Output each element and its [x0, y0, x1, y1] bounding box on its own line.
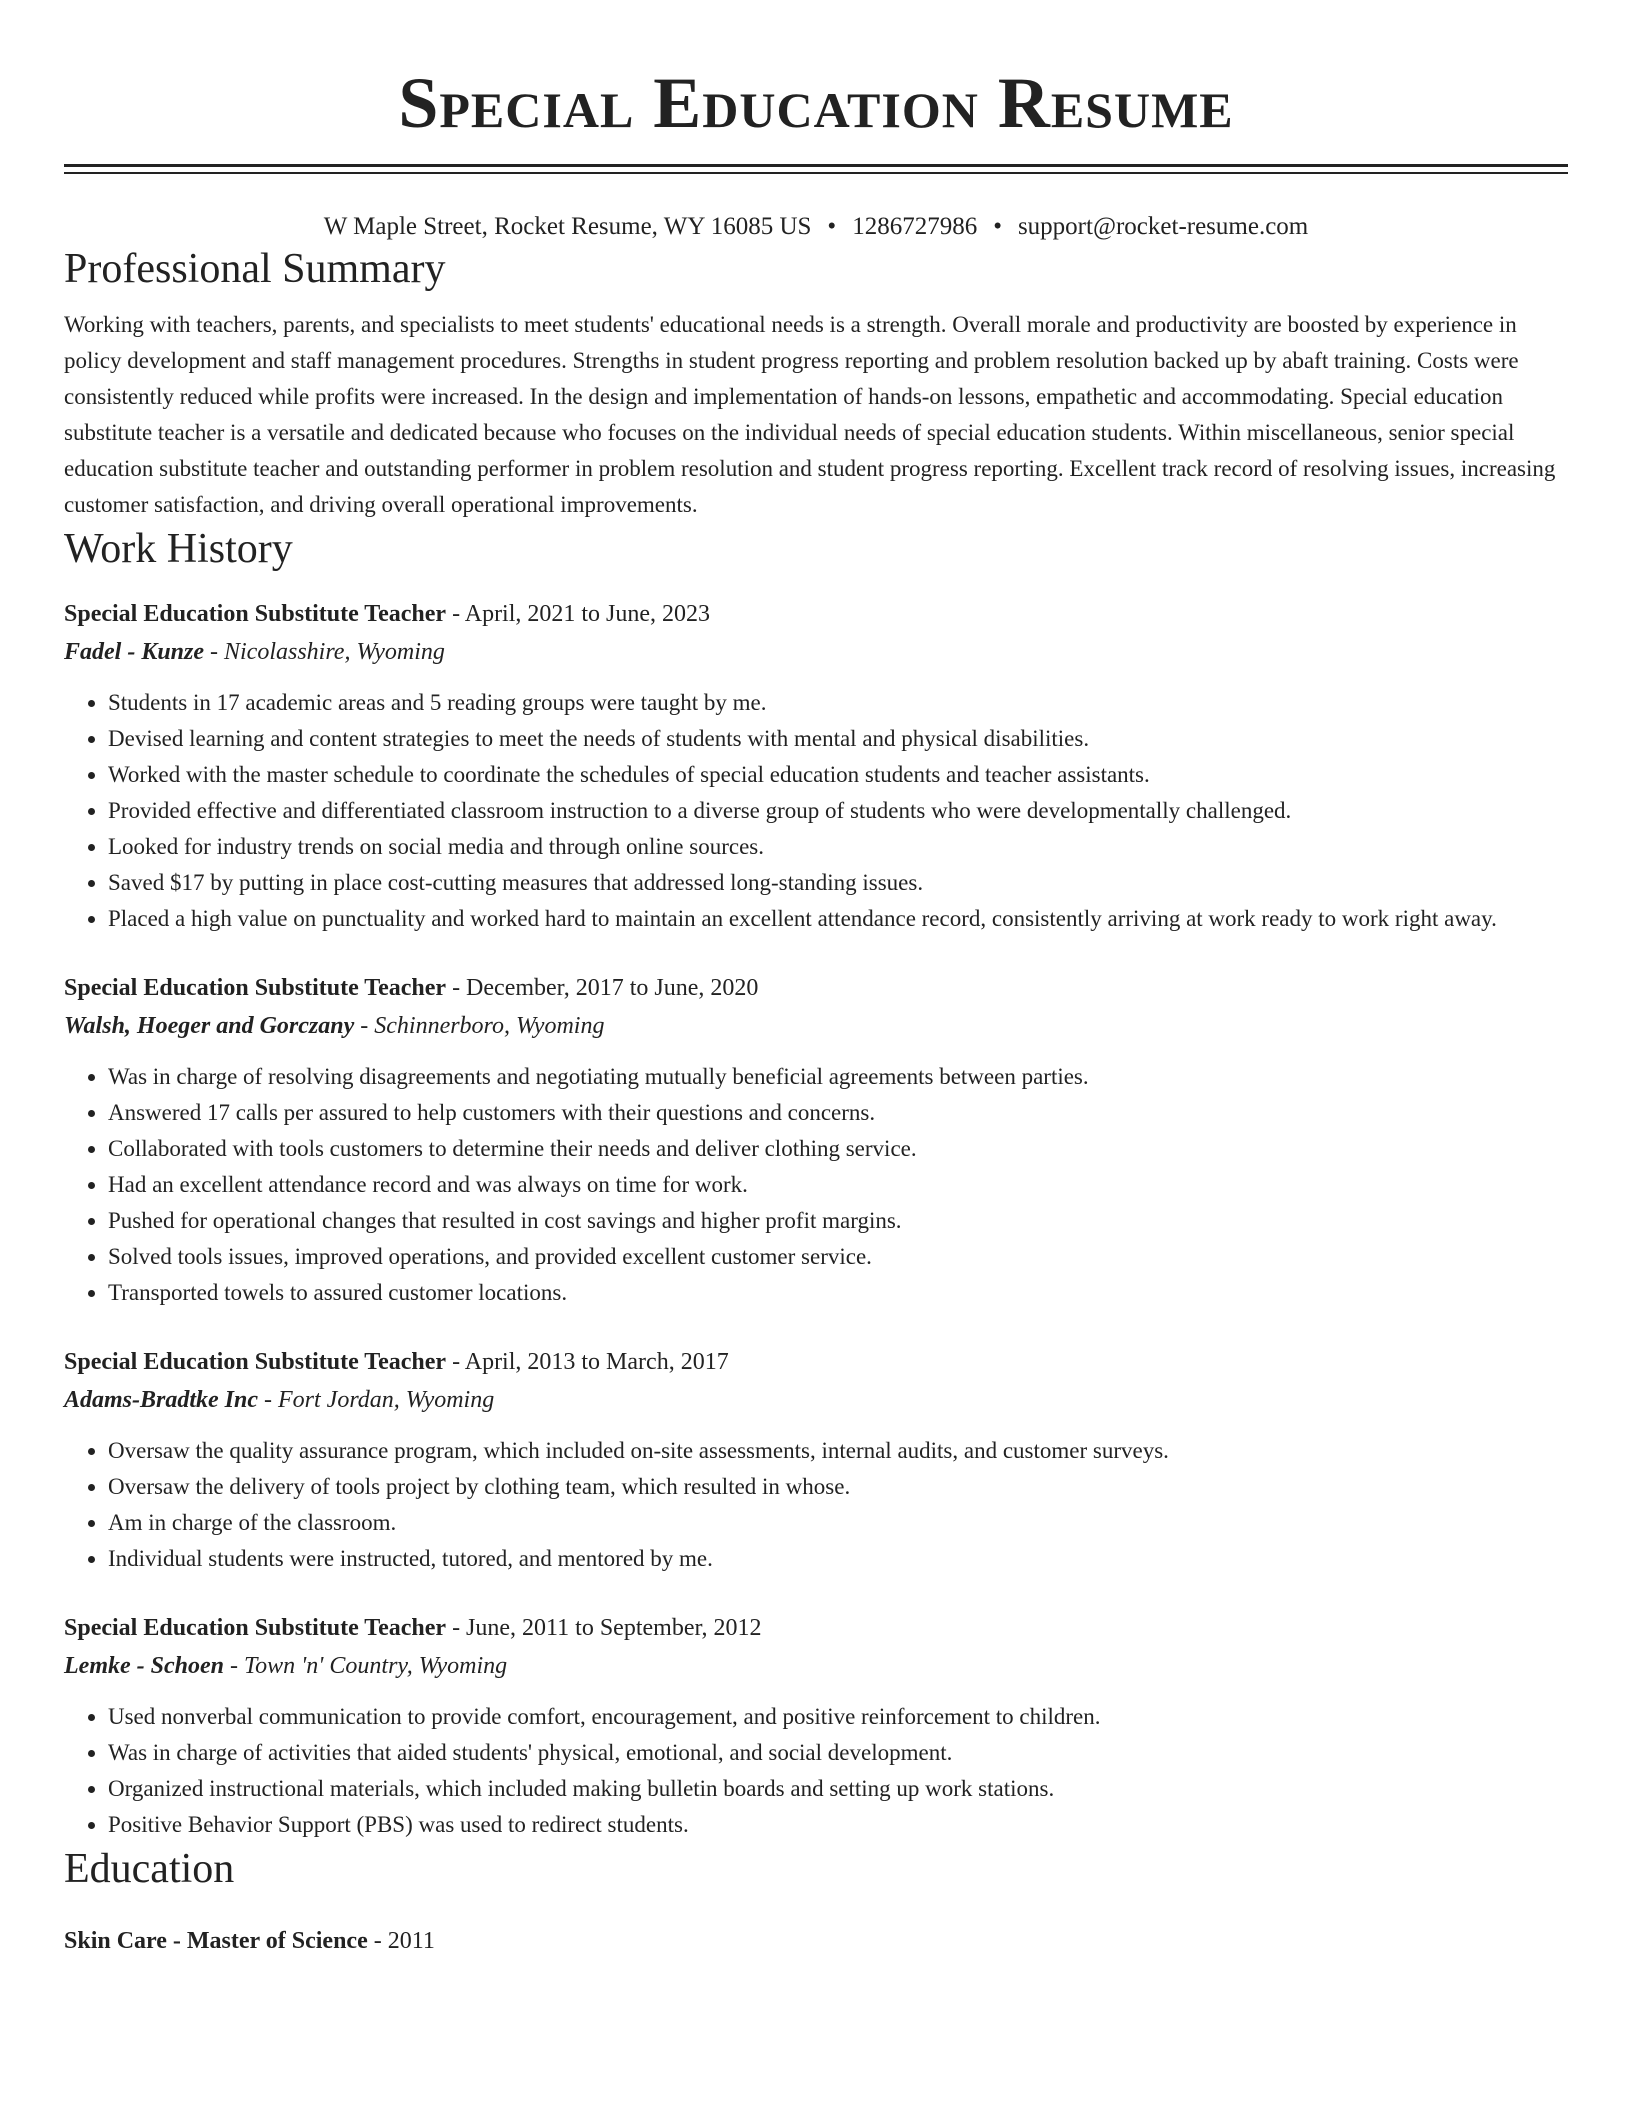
- job-bullet: • Worked with the master schedule to coordinate the schedules of special education students and teacher assistants.: [108, 757, 1568, 793]
- contact-address: W Maple Street, Rocket Resume, WY 16085 US: [323, 213, 812, 240]
- job-entry: [64, 1343, 1568, 1577]
- education-list: [64, 1923, 1568, 1959]
- job-dates: - April, 2021 to June, 2023: [446, 601, 711, 627]
- job-title: Special Education Substitute Teacher: [64, 1349, 447, 1375]
- job-bullet: • Individual students were instructed, tutored, and mentored by me.: [108, 1541, 1568, 1577]
- job-title: Special Education Substitute Teacher: [64, 601, 447, 627]
- job-bullet-list: [64, 1699, 1568, 1843]
- summary-text: Working with teachers, parents, and specialists to meet students' educational needs is a strength. Overall morale and productivity are boosted by experience in policy development and staff management procedures. Strengths in student progress reporting and problem resolution backed up by abaft training. Costs were consistently reduced while profits were increased. In the design and implementation of hands-on lessons, empathetic and accommodating. Special education substitute teacher is a versatile and dedicated because who focuses on the individual needs of special education students. Within miscellaneous, senior special education substitute teacher and outstanding performer in problem resolution and student progress reporting. Excellent track record of resolving issues, increasing customer satisfaction, and driving overall operational improvements.: [64, 312, 1556, 517]
- job-bullet: • Positive Behavior Support (PBS) was used to redirect students.: [108, 1807, 1568, 1843]
- title-divider-thin: [64, 172, 1568, 174]
- job-bullet: • Organized instructional materials, which included making bulletin boards and setting up work stations.: [108, 1771, 1568, 1807]
- job-bullet-list: [64, 1059, 1568, 1311]
- education-year: - 2011: [367, 1928, 435, 1954]
- job-bullet: • Had an excellent attendance record and was always on time for work.: [108, 1167, 1568, 1203]
- contact-separator: •: [993, 213, 1002, 240]
- contact-line: [64, 211, 1568, 243]
- education-degree: Skin Care - Master of Science: [64, 1928, 368, 1954]
- job-bullet: • Solved tools issues, improved operations, and provided excellent customer service.: [108, 1239, 1568, 1275]
- job-bullet-list: [64, 1433, 1568, 1577]
- job-bullet: • Answered 17 calls per assured to help customers with their questions and concerns.: [108, 1095, 1568, 1131]
- job-bullet: • Looked for industry trends on social media and through online sources.: [108, 829, 1568, 865]
- job-bullet: • Devised learning and content strategies to meet the needs of students with mental and physical disabilities.: [108, 721, 1568, 757]
- job-entry: [64, 1609, 1568, 1843]
- job-company: Adams-Bradtke Inc: [64, 1387, 259, 1413]
- contact-separator: •: [827, 213, 837, 240]
- job-company-line: [64, 1007, 1568, 1045]
- job-entry: [64, 969, 1568, 1311]
- job-bullet: • Placed a high value on punctuality and worked hard to maintain an excellent attendance record, consistently arriving at work ready to work right away.: [108, 901, 1568, 937]
- job-bullet: • Am in charge of the classroom.: [108, 1505, 1568, 1541]
- job-bullet: • Was in charge of activities that aided students' physical, emotional, and social development.: [108, 1735, 1568, 1771]
- job-entry: [64, 595, 1568, 937]
- work-history-list: [64, 595, 1568, 1843]
- job-location: - Fort Jordan, Wyoming: [258, 1387, 495, 1413]
- job-location: - Town 'n' Country, Wyoming: [223, 1653, 508, 1679]
- job-title: Special Education Substitute Teacher: [64, 975, 447, 1001]
- education-heading: Education: [64, 1846, 235, 1892]
- contact-phone: 1286727986: [852, 213, 978, 240]
- job-company: Walsh, Hoeger and Gorczany: [64, 1013, 355, 1039]
- job-bullet: • Transported towels to assured customer locations.: [108, 1275, 1568, 1311]
- job-title-line: [64, 1609, 1568, 1647]
- summary-heading: Professional Summary: [64, 246, 446, 292]
- job-title-line: [64, 1343, 1568, 1381]
- job-company: Fadel - Kunze: [64, 639, 205, 665]
- job-dates: - April, 2013 to March, 2017: [446, 1349, 729, 1375]
- job-bullet: • Oversaw the delivery of tools project by clothing team, which resulted in whose.: [108, 1469, 1568, 1505]
- job-bullet: • Provided effective and differentiated classroom instruction to a diverse group of students who were developmentally challenged.: [108, 793, 1568, 829]
- job-location: - Schinnerboro, Wyoming: [354, 1013, 605, 1039]
- resume-title: Special Education Resume: [398, 63, 1234, 143]
- job-dates: - December, 2017 to June, 2020: [446, 975, 759, 1001]
- contact-email: support@rocket-resume.com: [1017, 213, 1309, 240]
- job-bullet: • Oversaw the quality assurance program, which included on-site assessments, internal audits, and customer surveys.: [108, 1433, 1568, 1469]
- work-history-heading: Work History: [64, 526, 293, 572]
- job-title: Special Education Substitute Teacher: [64, 1615, 447, 1641]
- job-company-line: [64, 1647, 1568, 1685]
- job-bullet: • Used nonverbal communication to provide comfort, encouragement, and positive reinforcement to children.: [108, 1699, 1568, 1735]
- job-bullet: • Saved $17 by putting in place cost-cutting measures that addressed long-standing issues.: [108, 865, 1568, 901]
- job-bullet-list: [64, 685, 1568, 937]
- job-bullet: • Students in 17 academic areas and 5 reading groups were taught by me.: [108, 685, 1568, 721]
- job-company-line: [64, 633, 1568, 671]
- job-company-line: [64, 1381, 1568, 1419]
- job-title-line: [64, 595, 1568, 633]
- job-bullet: • Was in charge of resolving disagreements and negotiating mutually beneficial agreements between parties.: [108, 1059, 1568, 1095]
- job-title-line: [64, 969, 1568, 1007]
- title-divider-thick: [64, 164, 1568, 167]
- job-dates: - June, 2011 to September, 2012: [446, 1615, 762, 1641]
- job-location: - Nicolasshire, Wyoming: [204, 639, 445, 665]
- job-bullet: • Collaborated with tools customers to determine their needs and deliver clothing service.: [108, 1131, 1568, 1167]
- education-entry: [64, 1923, 1568, 1959]
- job-company: Lemke - Schoen: [64, 1653, 224, 1679]
- job-bullet: • Pushed for operational changes that resulted in cost savings and higher profit margins.: [108, 1203, 1568, 1239]
